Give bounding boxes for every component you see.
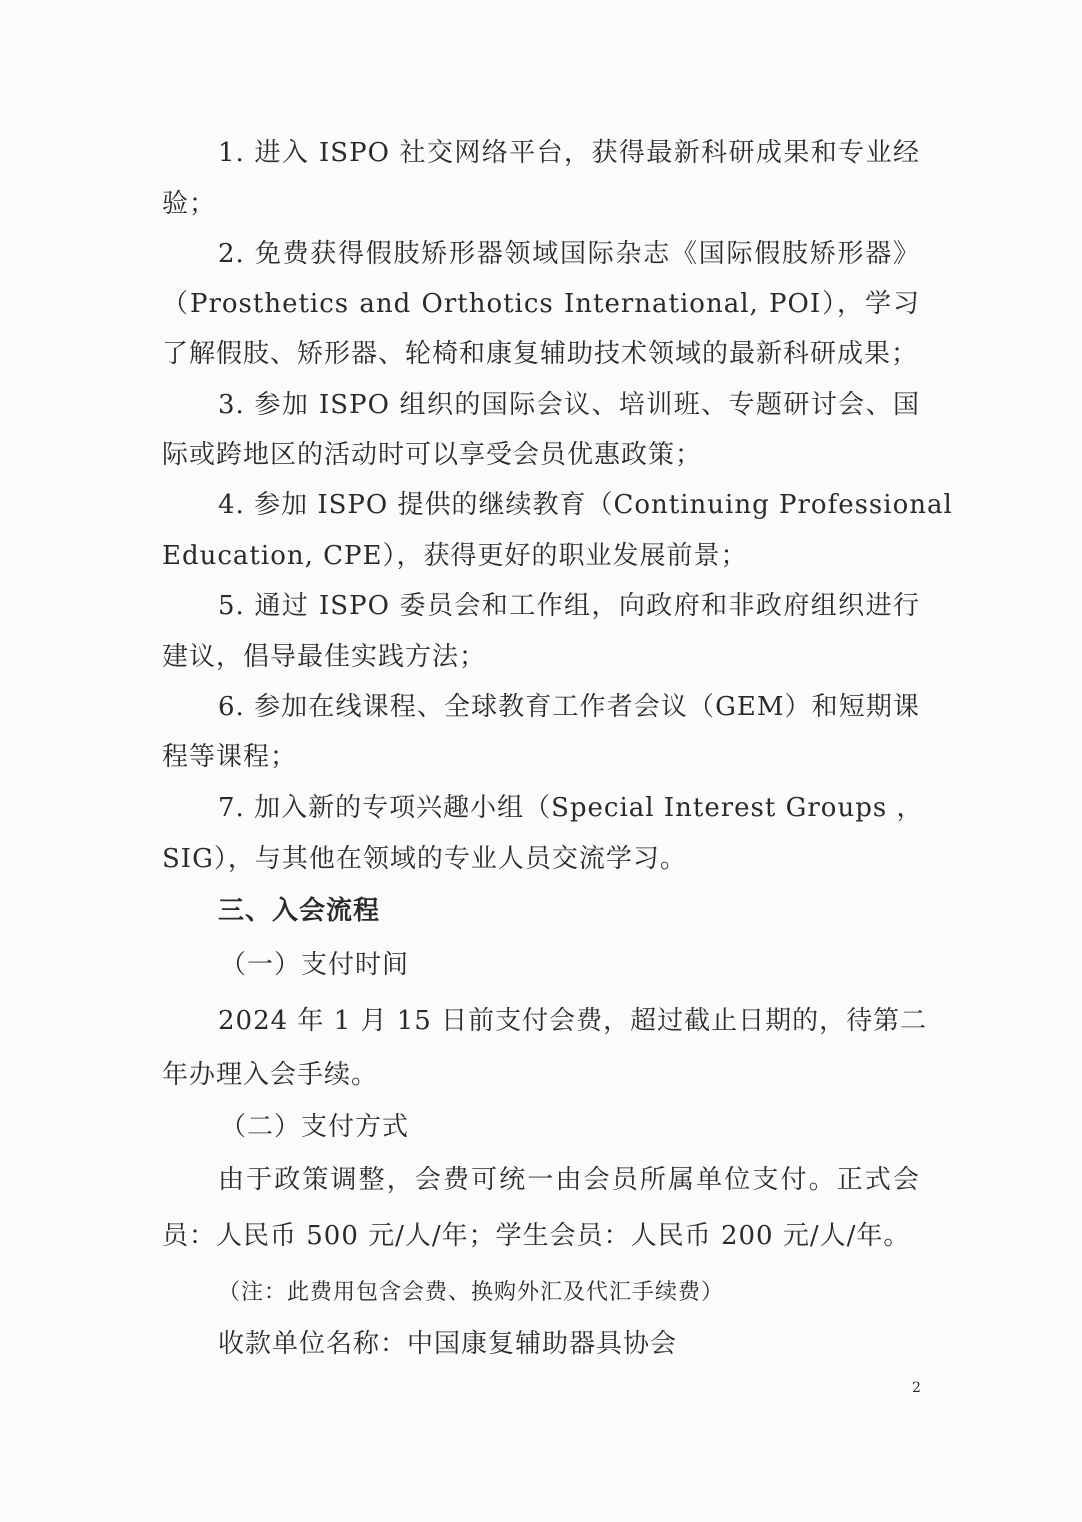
sub-2-line-1: 由于政策调整，会费可统一由会员所属单位支付。正式会 (218, 1165, 920, 1195)
benefit-5-line-2: 建议，倡导最佳实践方法； (162, 642, 487, 672)
benefit-1-line-1: 1. 进入 ISPO 社交网络平台，获得最新科研成果和专业经 (218, 138, 920, 168)
benefit-7-line-2: SIG），与其他在领域的专业人员交流学习。 (162, 844, 687, 874)
sub-2-line-2: 员：人民币 500 元/人/年；学生会员：人民币 200 元/人/年。 (162, 1221, 911, 1251)
benefit-1-line-2: 验； (162, 189, 217, 219)
sub-1-line-1: 2024 年 1 月 15 日前支付会费，超过截止日期的，待第二 (218, 1006, 928, 1036)
benefit-4-line-2: Education, CPE），获得更好的职业发展前景； (162, 541, 748, 571)
sub-1-line-2: 年办理入会手续。 (162, 1060, 379, 1090)
sub-2-heading: （二）支付方式 (220, 1112, 410, 1142)
benefit-2-line-2: （Prosthetics and Orthotics International, POI），学习 (162, 289, 920, 319)
fee-note: （注：此费用包含会费、换购外汇及代汇手续费） (218, 1280, 725, 1305)
benefit-6-line-1: 6. 参加在线课程、全球教育工作者会议（GEM）和短期课 (218, 692, 920, 722)
benefit-5-line-1: 5. 通过 ISPO 委员会和工作组，向政府和非政府组织进行 (218, 591, 920, 621)
payee-name: 收款单位名称：中国康复辅助器具协会 (218, 1329, 678, 1359)
page-number: 2 (912, 1380, 921, 1396)
benefit-7-line-1: 7. 加入新的专项兴趣小组（Special Interest Groups ， (218, 793, 924, 823)
section-3-heading: 三、入会流程 (218, 896, 381, 926)
benefit-3-line-1: 3. 参加 ISPO 组织的国际会议、培训班、专题研讨会、国 (218, 390, 920, 420)
benefit-4-line-1: 4. 参加 ISPO 提供的继续教育（Continuing Professional (218, 490, 953, 520)
benefit-2-line-1: 2. 免费获得假肢矫形器领域国际杂志《国际假肢矫形器》 (218, 239, 920, 269)
sub-1-heading: （一）支付时间 (220, 950, 410, 980)
benefit-3-line-2: 际或跨地区的活动时可以享受会员优惠政策； (162, 440, 703, 470)
benefit-2-line-3: 了解假肢、矫形器、轮椅和康复辅助技术领域的最新科研成果； (162, 339, 919, 369)
benefit-6-line-2: 程等课程； (162, 742, 298, 772)
